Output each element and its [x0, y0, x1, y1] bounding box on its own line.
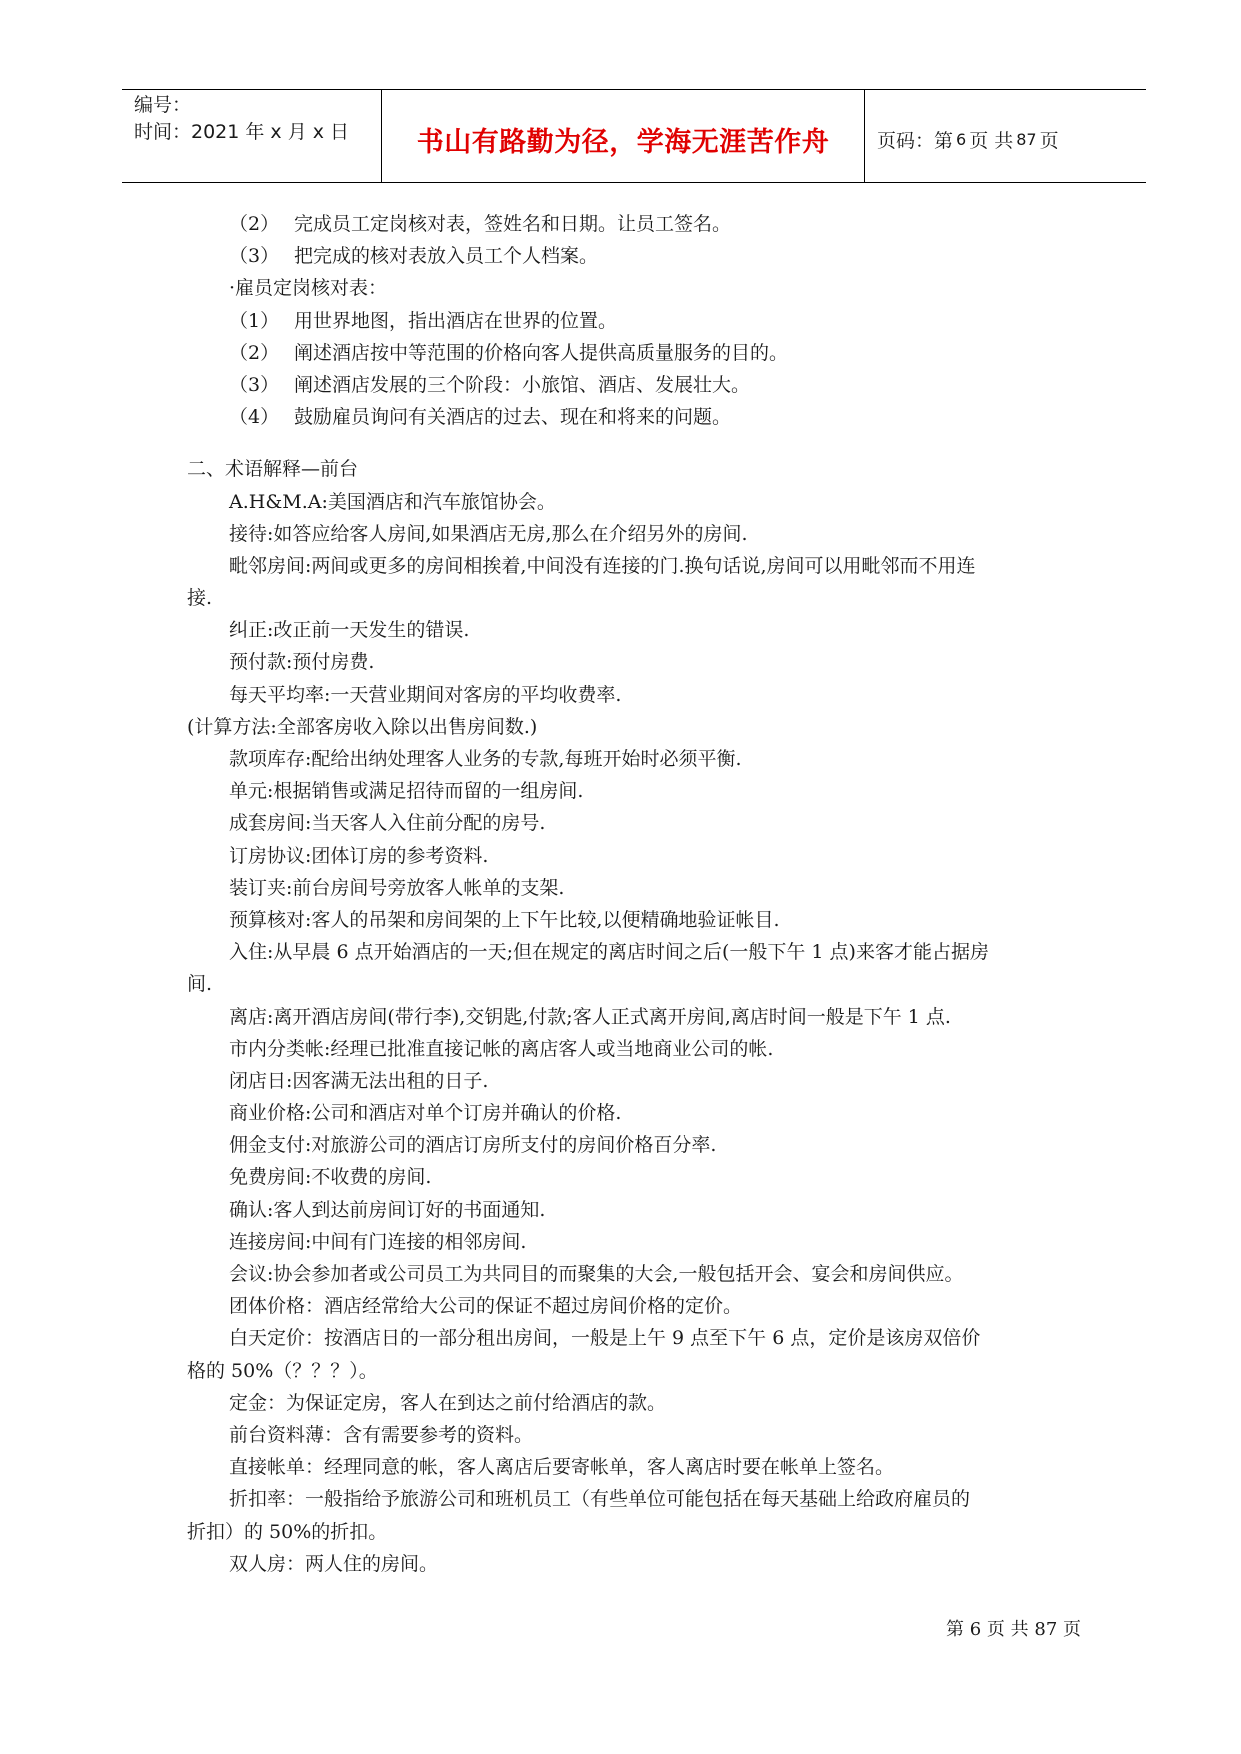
- term-line: 离店:离开酒店房间(带行李),交钥匙,付款;客人正式离开房间,离店时间一般是下午 1 点.: [229, 1005, 951, 1028]
- page-mid: 页 共: [969, 129, 1014, 152]
- term-line: 免费房间:不收费的房间.: [229, 1166, 432, 1189]
- term-line: 商业价格:公司和酒店对单个订房并确认的价格.: [229, 1102, 622, 1125]
- item-number: （3）: [229, 245, 280, 268]
- item-number: （2）: [229, 341, 280, 364]
- terms-list: [187, 486, 1087, 1580]
- checklist-item: [187, 401, 1087, 433]
- term-line: 接.: [187, 587, 213, 610]
- page-current: 6: [956, 129, 967, 149]
- term-line: 前台资料薄：含有需要参考的资料。: [229, 1423, 534, 1446]
- term-line: 成套房间:当天客人入住前分配的房号.: [229, 812, 546, 835]
- document-number-label: 编号：: [134, 94, 192, 116]
- term-line: 直接帐单：经理同意的帐，客人离店后要寄帐单，客人离店时要在帐单上签名。: [229, 1456, 895, 1479]
- checklist-item: [187, 208, 1087, 240]
- page-total: 87: [1016, 129, 1037, 149]
- term-line: 接待:如答应给客人房间,如果酒店无房,那么在介绍另外的房间.: [229, 522, 748, 545]
- page-prefix: 页码：第: [877, 129, 954, 152]
- term-line: 闭店日:因客满无法出租的日子.: [229, 1069, 489, 1092]
- checklist-heading: ·雇员定岗核对表：: [229, 277, 388, 300]
- page-suffix: 页: [1039, 129, 1059, 152]
- term-line: 款项库存:配给出纳处理客人业务的专款,每班开始时必须平衡.: [229, 748, 742, 770]
- term-line: 纠正:改正前一天发生的错误.: [229, 619, 470, 642]
- term-line: A.H&M.A:美国酒店和汽车旅馆协会。: [229, 490, 556, 513]
- section-title: 二、术语解释—前台: [187, 458, 359, 481]
- checklist-item: [187, 337, 1087, 369]
- checklist-item: [187, 305, 1087, 337]
- term-line: (计算方法:全部客房收入除以出售房间数.): [187, 715, 538, 738]
- term-line: 间.: [187, 973, 213, 996]
- page-header: [122, 89, 1146, 183]
- page-footer: 第 6 页 共 87 页: [946, 1619, 1081, 1640]
- item-text: 用世界地图，指出酒店在世界的位置。: [294, 309, 618, 332]
- term-line: 定金：为保证定房，客人在到达之前付给酒店的款。: [229, 1391, 667, 1414]
- term-line: 订房协议:团体订房的参考资料.: [229, 844, 489, 867]
- item-text: 阐述酒店发展的三个阶段：小旅馆、酒店、发展壮大。: [294, 373, 751, 396]
- item-number: （3）: [229, 373, 280, 396]
- term-line: 白天定价：按酒店日的一部分租出房间，一般是上午 9 点至下午 6 点，定价是该房双倍价: [229, 1327, 981, 1350]
- term-line: 市内分类帐:经理已批准直接记帐的离店客人或当地商业公司的帐.: [229, 1037, 774, 1060]
- item-text: 把完成的核对表放入员工个人档案。: [294, 245, 599, 268]
- item-text: 阐述酒店按中等范围的价格向客人提供高质量服务的目的。: [294, 341, 789, 364]
- term-line: 装订夹:前台房间号旁放客人帐单的支架.: [229, 876, 565, 899]
- term-line: 确认:客人到达前房间订好的书面通知.: [229, 1198, 546, 1221]
- term-line: 佣金支付:对旅游公司的酒店订房所支付的房间价格百分率.: [229, 1134, 717, 1157]
- item-text: 鼓励雇员询问有关酒店的过去、现在和将来的问题。: [294, 406, 732, 429]
- term-line: 入住:从早晨 6 点开始酒店的一天;但在规定的离店时间之后(一般下午 1 点)来客才能占据房: [229, 941, 989, 964]
- document-body: [187, 208, 1087, 1580]
- header-page-info: [865, 90, 1146, 182]
- term-line: 单元:根据销售或满足招待而留的一组房间.: [229, 780, 584, 803]
- term-line: 团体价格：酒店经常给大公司的保证不超过房间价格的定价。: [229, 1295, 743, 1318]
- term-line: 预付款:预付房费.: [229, 651, 375, 674]
- item-number: （2）: [229, 213, 280, 235]
- term-line: 预算核对:客人的吊架和房间架的上下午比较,以便精确地验证帐目.: [229, 908, 780, 931]
- header-meta: [122, 90, 382, 182]
- term-line: 每天平均率:一天营业期间对客房的平均收费率.: [229, 683, 622, 706]
- term-line: 双人房：两人住的房间。: [229, 1552, 439, 1575]
- term-line: 连接房间:中间有门连接的相邻房间.: [229, 1230, 527, 1253]
- checklist-item: [187, 369, 1087, 401]
- document-date: 时间：2021 年 x 月 x 日: [134, 121, 350, 143]
- item-text: 完成员工定岗核对表，签姓名和日期。让员工签名。: [294, 213, 732, 235]
- term-line: 折扣）的 50%的折扣。: [187, 1520, 388, 1543]
- item-number: （4）: [229, 406, 280, 429]
- term-line: 折扣率：一般指给予旅游公司和班机员工（有些单位可能包括在每天基础上给政府雇员的: [229, 1488, 971, 1511]
- checklist-item: [187, 240, 1087, 272]
- item-number: （1）: [229, 309, 280, 332]
- term-line: 格的 50%（？？？）。: [187, 1359, 378, 1382]
- term-line: 毗邻房间:两间或更多的房间相挨着,中间没有连接的门.换句话说,房间可以用毗邻而不用连: [229, 554, 976, 577]
- header-slogan: 书山有路勤为径，学海无涯苦作舟: [382, 90, 865, 182]
- term-line: 会议:协会参加者或公司员工为共同目的而聚集的大会,一般包括开会、宴会和房间供应。: [229, 1263, 964, 1285]
